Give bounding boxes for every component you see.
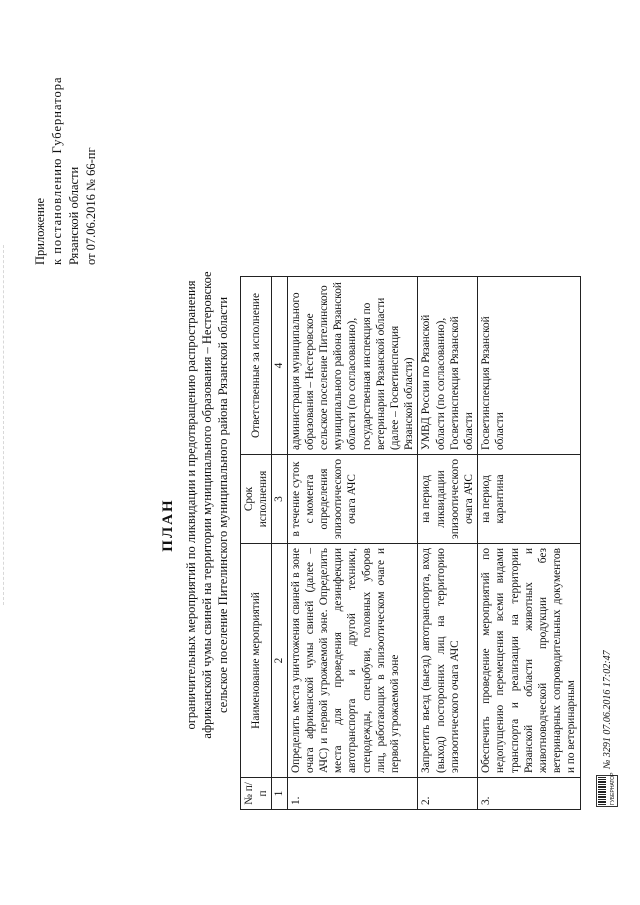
row-responsible: администрация муниципального образования – Нестеровское сельское поселение Пителинского муниципального района Рязанской области (по согласованию), государственная инспекция по ветеринарии Рязанской области (далее – Госветинспекция Рязанской области) [287,276,418,454]
row-deadline: в течение суток с момента определения эпизоотического очага АЧС [287,454,418,543]
appendix-region: Рязанской области [67,166,81,265]
header-number: № п/п [241,778,272,810]
header-responsible: Ответственные за исполнение [241,276,272,454]
row-measure: Определить места уничтожения свиней в зоне очага африканской чумы свиней (далее – АЧС) и первой угрожаемой зоне. Определить места для проведения дезинфекции автотранспорта и другой техники, спецодежды, спецобуви, головных уборов лиц, работающих в эпизоотическом очаге и первой угрожаемой зоне [287,544,418,778]
document-subtitle [183,235,231,775]
row-deadline: на период ликвидации эпизоотического очага АЧС [418,454,478,543]
table-row [418,276,478,809]
appendix-block [32,35,100,265]
row-measure: Запретить въезд (выезд) автотранспорта, вход (выход) посторонних лиц на территорию эпизоотического очага АЧС [418,544,478,778]
appendix-title: Приложение [33,197,47,265]
appendix-date-number: от 07.06.2016 № 66-пг [84,147,98,265]
plan-table [240,276,581,810]
scan-artifact-line [3,245,5,605]
registration-footer [596,650,618,807]
index-cell: 3 [272,454,287,543]
table-row [287,276,418,809]
barcode-stamp-icon [596,772,618,807]
row-number: 2. [418,778,478,810]
subtitle-line: африканской чумы свиней на территории муниципального образования – Нестеровское [200,271,214,739]
barcode-bars [598,777,606,805]
subtitle-line: ограничительных мероприятий по ликвидации и предотвращению распространения [184,280,198,730]
appendix-decree: к постановлению Губернатора [50,76,64,265]
subtitle-line: сельское поселение Пителинского муниципального района Рязанской области [216,296,230,714]
table-header-row [241,276,272,809]
index-cell: 2 [272,544,287,778]
stamp-label: ГУБЕРНАТОР [610,772,616,805]
table-index-row [272,276,287,809]
row-responsible: Госветинспекция Рязанской области [478,276,580,454]
row-number: 3. [478,778,580,810]
registration-number: № 3291 07.06.2016 17:02:47 [601,650,613,769]
document-title: ПЛАН [160,498,176,552]
row-number: 1. [287,778,418,810]
table-row [478,276,580,809]
index-cell: 1 [272,778,287,810]
header-deadline: Срок исполнения [241,454,272,543]
row-measure: Обеспечить проведение мероприятий по недопущению перемещения всеми видами транспорта и реализации на территории Рязанской области животных и животноводческой продукции без ветеринарных сопроводительных документов и по ветеринарным [478,544,580,778]
row-deadline: на период карантина [478,454,580,543]
header-name: Наименование мероприятий [241,544,272,778]
row-responsible: УМВД России по Рязанской области (по согласованию), Госветинспекция Рязанской области [418,276,478,454]
index-cell: 4 [272,276,287,454]
